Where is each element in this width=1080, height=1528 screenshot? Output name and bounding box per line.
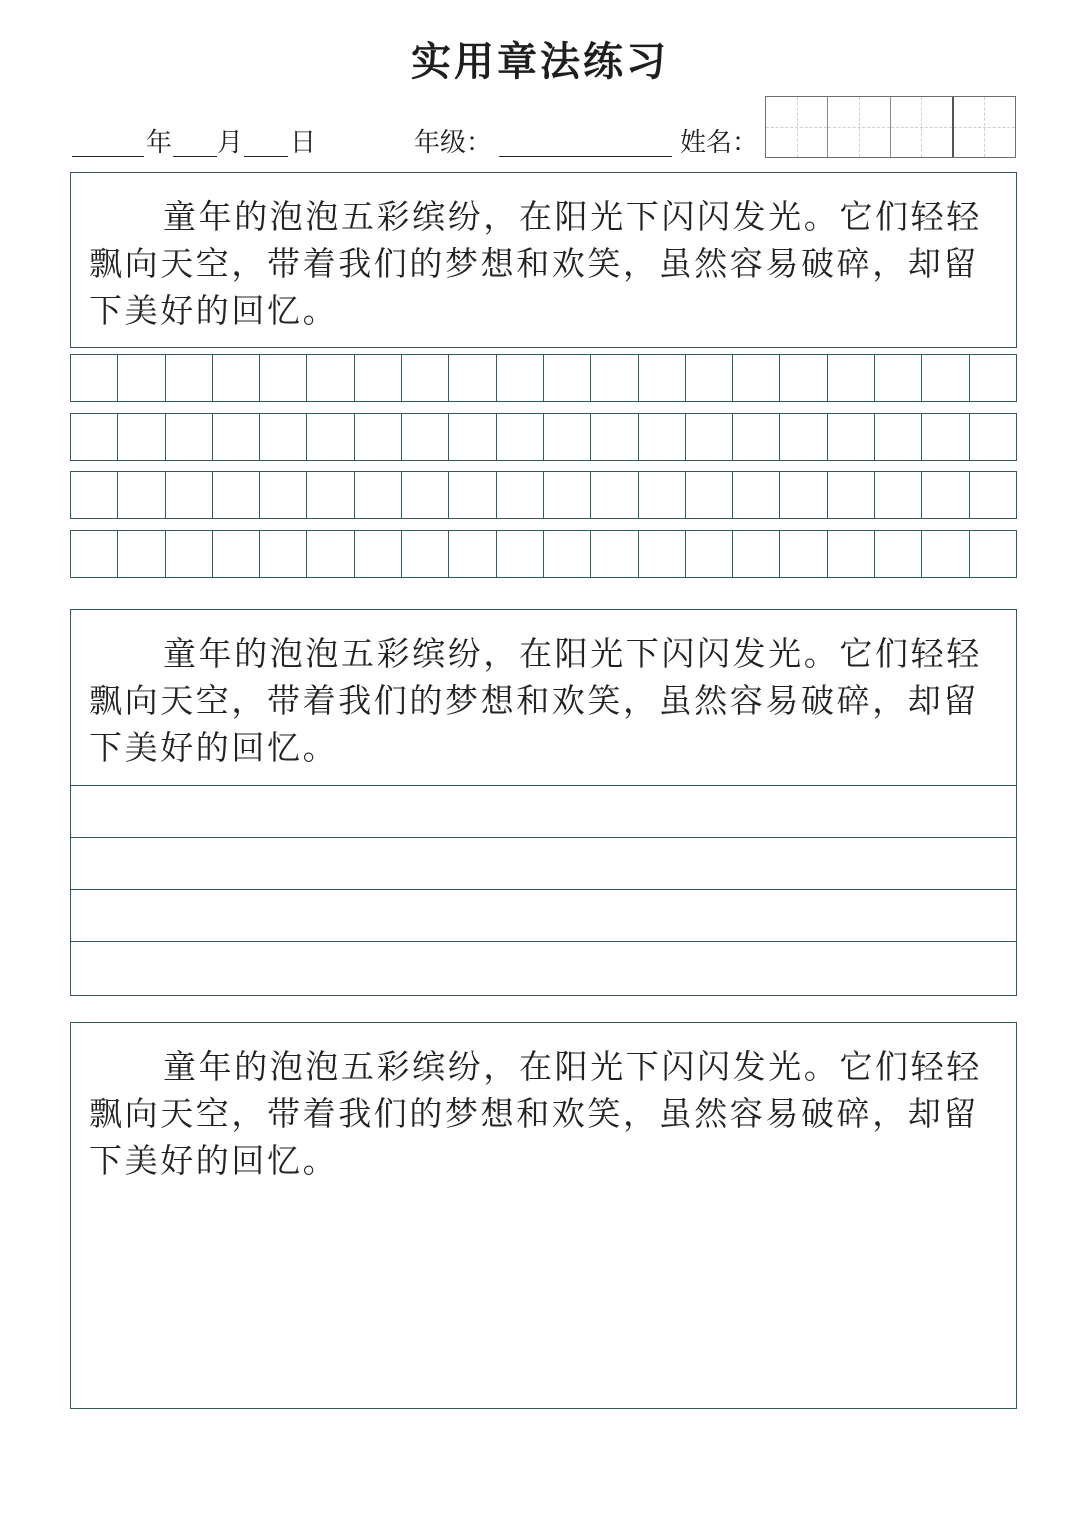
grid-cell[interactable]	[449, 472, 496, 518]
ruled-line[interactable]	[71, 941, 1016, 993]
grid-cell[interactable]	[970, 355, 1016, 401]
grid-cell[interactable]	[875, 531, 922, 577]
year-label: 年	[146, 128, 173, 158]
grid-cell[interactable]	[970, 531, 1016, 577]
grid-cell[interactable]	[260, 472, 307, 518]
grid-cell[interactable]	[875, 355, 922, 401]
grid-cell[interactable]	[71, 531, 118, 577]
ruled-line[interactable]	[71, 889, 1016, 941]
grid-cell[interactable]	[497, 531, 544, 577]
grid-cell[interactable]	[118, 531, 165, 577]
grid-cell[interactable]	[166, 355, 213, 401]
name-grid-cell[interactable]	[954, 97, 1015, 157]
grid-cell[interactable]	[71, 355, 118, 401]
passage-box-2	[70, 609, 1017, 786]
grid-cell[interactable]	[970, 472, 1016, 518]
grid-cell[interactable]	[402, 414, 449, 460]
grid-cell[interactable]	[733, 355, 780, 401]
grid-cell[interactable]	[828, 472, 875, 518]
grid-cell[interactable]	[402, 472, 449, 518]
grid-cell[interactable]	[355, 531, 402, 577]
name-grid-cell[interactable]	[828, 97, 890, 157]
grid-cell[interactable]	[307, 355, 354, 401]
grid-cell[interactable]	[544, 414, 591, 460]
grid-cell[interactable]	[355, 414, 402, 460]
grid-cell[interactable]	[733, 414, 780, 460]
grid-cell[interactable]	[828, 531, 875, 577]
grid-cell[interactable]	[591, 531, 638, 577]
grid-cell[interactable]	[780, 531, 827, 577]
grid-cell[interactable]	[686, 355, 733, 401]
grid-cell[interactable]	[780, 472, 827, 518]
grid-cell[interactable]	[497, 414, 544, 460]
grid-cell[interactable]	[71, 472, 118, 518]
grid-cell[interactable]	[118, 414, 165, 460]
ruled-line[interactable]	[71, 837, 1016, 889]
grid-cell[interactable]	[497, 472, 544, 518]
passage-box-3[interactable]	[70, 1022, 1017, 1409]
grid-cell[interactable]	[449, 414, 496, 460]
grid-cell[interactable]	[402, 531, 449, 577]
passage-box-1	[70, 172, 1017, 348]
grid-row	[70, 471, 1017, 519]
grid-cell[interactable]	[875, 472, 922, 518]
name-grid-cell[interactable]	[891, 97, 954, 157]
passage-text-1: 童年的泡泡五彩缤纷，在阳光下闪闪发光。它们轻轻飘向天空，带着我们的梦想和欢笑，虽然容易破碎，却留下美好的回忆。	[89, 197, 982, 330]
grid-cell[interactable]	[118, 472, 165, 518]
grid-cell[interactable]	[544, 531, 591, 577]
grid-cell[interactable]	[71, 414, 118, 460]
grid-cell[interactable]	[449, 531, 496, 577]
year-blank[interactable]	[72, 156, 144, 157]
grid-cell[interactable]	[922, 414, 969, 460]
ruled-line[interactable]	[71, 785, 1016, 837]
grid-cell[interactable]	[780, 355, 827, 401]
grid-cell[interactable]	[686, 531, 733, 577]
grid-cell[interactable]	[402, 355, 449, 401]
grid-cell[interactable]	[591, 355, 638, 401]
grid-cell[interactable]	[922, 355, 969, 401]
page-title: 实用章法练习	[411, 39, 669, 85]
name-grid-cell[interactable]	[766, 97, 828, 157]
grid-cell[interactable]	[355, 472, 402, 518]
grid-cell[interactable]	[166, 414, 213, 460]
grid-cell[interactable]	[213, 355, 260, 401]
grid-cell[interactable]	[875, 414, 922, 460]
grid-cell[interactable]	[544, 355, 591, 401]
grid-cell[interactable]	[260, 531, 307, 577]
grid-cell[interactable]	[307, 531, 354, 577]
name-label: 姓名：	[680, 128, 759, 158]
grid-cell[interactable]	[213, 414, 260, 460]
grid-cell[interactable]	[118, 355, 165, 401]
grid-row	[70, 354, 1017, 402]
grid-cell[interactable]	[591, 414, 638, 460]
day-blank[interactable]	[244, 156, 288, 157]
month-blank[interactable]	[173, 156, 217, 157]
grid-cell[interactable]	[307, 472, 354, 518]
grid-cell[interactable]	[970, 414, 1016, 460]
grid-cell[interactable]	[828, 414, 875, 460]
grid-cell[interactable]	[686, 414, 733, 460]
grid-cell[interactable]	[639, 472, 686, 518]
ruled-lines-area[interactable]	[70, 785, 1017, 996]
header-fields	[0, 0, 1080, 165]
month-label: 月	[217, 128, 244, 158]
passage-text-3: 童年的泡泡五彩缤纷，在阳光下闪闪发光。它们轻轻飘向天空，带着我们的梦想和欢笑，虽然容易破碎，却留下美好的回忆。	[89, 1047, 982, 1180]
grid-cell[interactable]	[639, 414, 686, 460]
grid-cell[interactable]	[780, 414, 827, 460]
day-label: 日	[290, 128, 317, 158]
grid-cell[interactable]	[166, 472, 213, 518]
grade-blank[interactable]	[499, 156, 672, 157]
grid-cell[interactable]	[828, 355, 875, 401]
grid-row	[70, 530, 1017, 578]
grid-cell[interactable]	[355, 355, 402, 401]
grade-label: 年级：	[414, 128, 493, 158]
passage-text-2: 童年的泡泡五彩缤纷，在阳光下闪闪发光。它们轻轻飘向天空，带着我们的梦想和欢笑，虽然容易破碎，却留下美好的回忆。	[89, 634, 982, 767]
grid-row	[70, 413, 1017, 461]
grid-cell[interactable]	[591, 472, 638, 518]
grid-cell[interactable]	[307, 414, 354, 460]
name-grid[interactable]	[765, 96, 1016, 158]
grid-cell[interactable]	[686, 472, 733, 518]
grid-cell[interactable]	[922, 531, 969, 577]
grid-cell[interactable]	[733, 472, 780, 518]
grid-cell[interactable]	[166, 531, 213, 577]
grid-cell[interactable]	[213, 472, 260, 518]
grid-cell[interactable]	[922, 472, 969, 518]
grid-cell[interactable]	[213, 531, 260, 577]
grid-cell[interactable]	[639, 531, 686, 577]
grid-cell[interactable]	[260, 414, 307, 460]
grid-cell[interactable]	[260, 355, 307, 401]
grid-cell[interactable]	[733, 531, 780, 577]
grid-cell[interactable]	[639, 355, 686, 401]
grid-cell[interactable]	[497, 355, 544, 401]
grid-cell[interactable]	[449, 355, 496, 401]
grid-cell[interactable]	[544, 472, 591, 518]
